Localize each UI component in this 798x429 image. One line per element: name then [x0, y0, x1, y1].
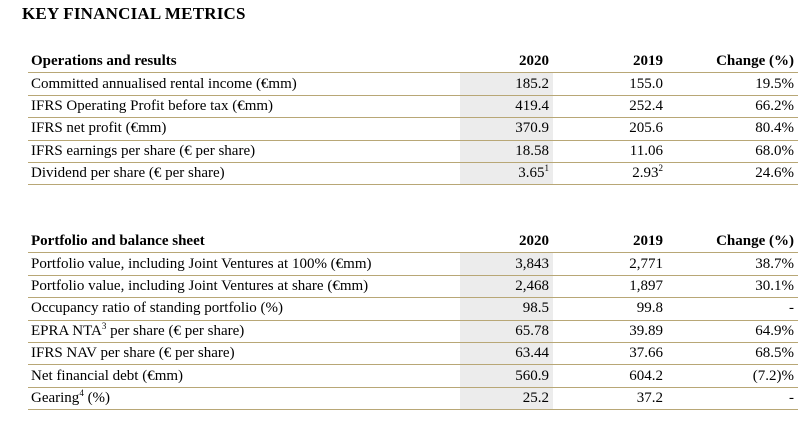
table-row: [28, 320, 798, 342]
table-row: [28, 253, 798, 275]
value-2019: [553, 162, 667, 184]
value-2020: 2,468: [460, 275, 553, 297]
operations-table: [28, 51, 798, 185]
value-2020: [460, 162, 553, 184]
value-change: -: [667, 387, 798, 409]
row-label: Net financial debt (€mm): [28, 365, 460, 387]
value-2019: 37.66: [553, 342, 667, 364]
section-heading: Portfolio and balance sheet: [28, 231, 460, 253]
value-2019: 604.2: [553, 365, 667, 387]
value-2020: 185.2: [460, 73, 553, 95]
value-2019: 155.0: [553, 73, 667, 95]
table-row: [28, 275, 798, 297]
column-header-2019: 2019: [553, 51, 667, 73]
value-change: 68.0%: [667, 140, 798, 162]
value-2020: 98.5: [460, 298, 553, 320]
footnote-marker: 2: [658, 163, 663, 174]
footnote-marker: 4: [79, 387, 84, 398]
column-header-2019: 2019: [553, 231, 667, 253]
footnote-marker: 3: [101, 320, 107, 331]
column-header-2020: 2020: [460, 51, 553, 73]
value-change: 24.6%: [667, 162, 798, 184]
value-change: 38.7%: [667, 253, 798, 275]
value-change: 68.5%: [667, 342, 798, 364]
table-row: [28, 387, 798, 409]
value-text: 3.65: [518, 165, 545, 182]
section-heading: Operations and results: [28, 51, 460, 73]
value-2020: 65.78: [460, 320, 553, 342]
table-row: [28, 298, 798, 320]
table-row: [28, 365, 798, 387]
value-2019: 11.06: [553, 140, 667, 162]
row-label: [28, 320, 460, 342]
value-2020: 18.58: [460, 140, 553, 162]
label-text: per share (€ per share): [106, 322, 245, 339]
label-text: Gearing: [31, 389, 80, 406]
value-change: 64.9%: [667, 320, 798, 342]
value-change: 30.1%: [667, 275, 798, 297]
value-2019: 252.4: [553, 95, 667, 117]
row-label: IFRS NAV per share (€ per share): [28, 342, 460, 364]
value-change: (7.2)%: [667, 365, 798, 387]
table-row: [28, 118, 798, 140]
column-header-change: Change (%): [667, 231, 798, 253]
label-text: (%): [83, 389, 111, 406]
row-label: Occupancy ratio of standing portfolio (%): [28, 298, 460, 320]
label-text: EPRA NTA: [31, 322, 102, 339]
row-label: Portfolio value, including Joint Ventures at 100% (€mm): [28, 253, 460, 275]
page-title: KEY FINANCIAL METRICS: [22, 4, 246, 23]
value-2020: 419.4: [460, 95, 553, 117]
table-row: [28, 95, 798, 117]
table-row: [28, 140, 798, 162]
row-label: Portfolio value, including Joint Ventures at share (€mm): [28, 275, 460, 297]
value-2019: 2,771: [553, 253, 667, 275]
footnote-marker: 1: [544, 163, 549, 174]
value-2019: 99.8: [553, 298, 667, 320]
row-label: Committed annualised rental income (€mm): [28, 73, 460, 95]
table-header-row: [28, 231, 798, 253]
value-change: 66.2%: [667, 95, 798, 117]
value-2019: 1,897: [553, 275, 667, 297]
value-change: 80.4%: [667, 118, 798, 140]
row-label: IFRS earnings per share (€ per share): [28, 140, 460, 162]
table-row: [28, 73, 798, 95]
portfolio-table: [28, 231, 798, 410]
value-2020: 560.9: [460, 365, 553, 387]
column-header-2020: 2020: [460, 231, 553, 253]
row-label: [28, 387, 460, 409]
table-header-row: [28, 51, 798, 73]
value-2020: 3,843: [460, 253, 553, 275]
value-2019: 39.89: [553, 320, 667, 342]
value-2019: 205.6: [553, 118, 667, 140]
value-2019: 37.2: [553, 387, 667, 409]
column-header-change: Change (%): [667, 51, 798, 73]
value-change: -: [667, 298, 798, 320]
row-label: IFRS net profit (€mm): [28, 118, 460, 140]
value-2020: 370.9: [460, 118, 553, 140]
value-change: 19.5%: [667, 73, 798, 95]
table-row: [28, 162, 798, 184]
value-2020: 63.44: [460, 342, 553, 364]
row-label: IFRS Operating Profit before tax (€mm): [28, 95, 460, 117]
row-label: Dividend per share (€ per share): [28, 162, 460, 184]
value-text: 2.93: [632, 165, 659, 182]
value-2020: 25.2: [460, 387, 553, 409]
table-row: [28, 342, 798, 364]
